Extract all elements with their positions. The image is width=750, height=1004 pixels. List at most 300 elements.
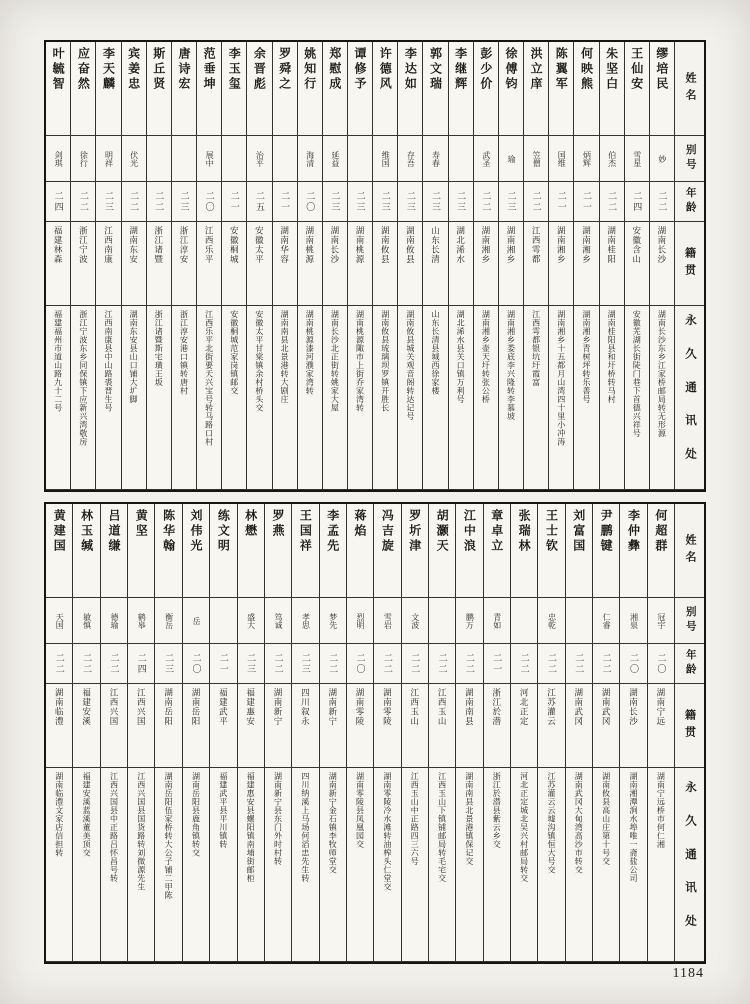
person-native-place: 湖南湘乡 xyxy=(499,222,523,306)
person-native-place: 浙江诸暨 xyxy=(147,222,171,306)
person-age: 二三 xyxy=(373,182,397,222)
person-native-place: 江西南康 xyxy=(96,222,120,306)
header-column xyxy=(674,42,704,490)
person-address: 浙江於潜县紫云乡交 xyxy=(484,768,510,962)
person-name: 姚知行 xyxy=(298,42,322,136)
person-alias: 文波 xyxy=(402,598,428,644)
person-native-place: 浙江淳安 xyxy=(172,222,196,306)
person-age: 二二 xyxy=(374,644,400,684)
person-age: 二一 xyxy=(222,182,246,222)
person-column xyxy=(291,504,318,962)
person-name: 叶毓智 xyxy=(46,42,70,136)
person-age: 二四 xyxy=(625,182,649,222)
person-name: 王士钦 xyxy=(538,504,564,598)
person-name: 洪立庠 xyxy=(524,42,548,136)
person-age: 二〇 xyxy=(183,644,209,684)
person-column xyxy=(422,42,447,490)
person-name: 何超群 xyxy=(648,504,674,598)
person-alias xyxy=(172,136,196,182)
person-name: 张瑞林 xyxy=(511,504,537,598)
page-content-frame xyxy=(44,40,706,964)
person-alias: 雪星 xyxy=(625,136,649,182)
person-name: 李玉玺 xyxy=(222,42,246,136)
person-age: 二〇 xyxy=(298,182,322,222)
person-age: 二一 xyxy=(549,182,573,222)
person-native-place: 浙江宁波 xyxy=(71,222,95,306)
person-column xyxy=(565,504,592,962)
person-column xyxy=(221,42,246,490)
person-address: 安徽太平甘棠镇余村桥头交 xyxy=(247,306,271,490)
person-native-place: 福建林森 xyxy=(46,222,70,306)
person-alias: 冠宇 xyxy=(648,598,674,644)
person-address: 浙江诸暨斯宅璜王坂 xyxy=(147,306,171,490)
person-native-place: 湖南攸县 xyxy=(373,222,397,306)
person-native-place: 山东长清 xyxy=(423,222,447,306)
person-alias: 雪岩 xyxy=(374,598,400,644)
person-address: 湖南湘乡娄底李兴隆转李慕坡 xyxy=(499,306,523,490)
person-column xyxy=(182,504,209,962)
person-address: 江西玉山下镇铺邮局转毛宅交 xyxy=(429,768,455,962)
person-alias: 笃诚 xyxy=(265,598,291,644)
person-name: 胡灏天 xyxy=(429,504,455,598)
person-name: 罗圻津 xyxy=(402,504,428,598)
person-age: 二三 xyxy=(96,182,120,222)
person-native-place: 湖南南县 xyxy=(456,684,482,768)
person-column xyxy=(599,42,624,490)
header-address: 永久通讯处 xyxy=(675,768,704,962)
person-address: 福建武平县平川镇转 xyxy=(210,768,236,962)
person-address: 湖南长沙东乡江家桥邮局转无形源 xyxy=(650,306,674,490)
person-alias: 鹤皋 xyxy=(128,598,154,644)
person-column xyxy=(70,42,95,490)
person-native-place: 湖南长沙 xyxy=(650,222,674,306)
person-address: 湖南东安县山口铺大圹脚 xyxy=(122,306,146,490)
person-alias: 瑜 xyxy=(499,136,523,182)
person-name: 范垂坤 xyxy=(197,42,221,136)
person-address: 江苏灌云云墟沟镇恒大号交 xyxy=(538,768,564,962)
person-column xyxy=(510,504,537,962)
person-column xyxy=(448,42,473,490)
person-address: 湖南湘乡十五都月山湾四十里小冲涛 xyxy=(549,306,573,490)
person-age: 二三 xyxy=(449,182,473,222)
person-alias: 伏光 xyxy=(122,136,146,182)
person-alias: 鹏万 xyxy=(456,598,482,644)
person-age: 二二 xyxy=(524,182,548,222)
person-alias: 忠乾 xyxy=(538,598,564,644)
person-alias: 德瑜 xyxy=(101,598,127,644)
person-name: 罗燕 xyxy=(265,504,291,598)
person-name: 郭文瑞 xyxy=(423,42,447,136)
person-column xyxy=(537,504,564,962)
person-name: 黄建国 xyxy=(46,504,72,598)
person-column xyxy=(373,504,400,962)
person-name: 章卓立 xyxy=(484,504,510,598)
page-number: 1184 xyxy=(672,966,704,981)
person-native-place: 福建武平 xyxy=(210,684,236,768)
person-column xyxy=(319,504,346,962)
person-column xyxy=(455,504,482,962)
person-column xyxy=(346,504,373,962)
person-age: 二三 xyxy=(238,644,264,684)
person-column xyxy=(127,504,154,962)
person-column xyxy=(196,42,221,490)
person-age: 二二 xyxy=(46,644,72,684)
header-alias: 别号 xyxy=(675,598,704,644)
person-column xyxy=(100,504,127,962)
person-column xyxy=(322,42,347,490)
person-native-place: 湖北浠水 xyxy=(449,222,473,306)
person-column xyxy=(647,504,674,962)
person-native-place: 江西乐平 xyxy=(197,222,221,306)
person-age: 二一 xyxy=(210,644,236,684)
person-native-place: 安徽含山 xyxy=(625,222,649,306)
header-name: 姓名 xyxy=(675,42,704,136)
person-column xyxy=(154,504,181,962)
person-native-place: 湖南桃源 xyxy=(348,222,372,306)
person-name: 李达如 xyxy=(398,42,422,136)
person-native-place: 福建惠安 xyxy=(238,684,264,768)
person-alias: 烈明 xyxy=(347,598,373,644)
person-alias xyxy=(210,598,236,644)
person-name: 斯丘贤 xyxy=(147,42,171,136)
person-name: 郑慰成 xyxy=(323,42,347,136)
person-column xyxy=(397,42,422,490)
person-column xyxy=(372,42,397,490)
person-address: 福建安溪蓝溪董美顶交 xyxy=(73,768,99,962)
person-alias xyxy=(429,598,455,644)
person-age: 二三 xyxy=(348,182,372,222)
person-native-place: 湖南零陵 xyxy=(374,684,400,768)
person-native-place: 湖南桂阳 xyxy=(600,222,624,306)
person-name: 刘富国 xyxy=(566,504,592,598)
person-alias xyxy=(511,598,537,644)
person-native-place: 江西兴国 xyxy=(101,684,127,768)
person-native-place: 江西玉山 xyxy=(402,684,428,768)
person-name: 林玉缄 xyxy=(73,504,99,598)
person-column xyxy=(649,42,674,490)
person-native-place: 湖南华容 xyxy=(273,222,297,306)
person-alias xyxy=(566,598,592,644)
person-native-place: 江西雩都 xyxy=(524,222,548,306)
header-name: 姓名 xyxy=(675,504,704,598)
directory-table-top xyxy=(44,40,706,492)
header-age: 年龄 xyxy=(675,182,704,222)
person-column xyxy=(297,42,322,490)
person-age: 二二 xyxy=(511,644,537,684)
person-alias xyxy=(273,136,297,182)
person-address: 湖南攸县琉璃坝罗镇开胜长 xyxy=(373,306,397,490)
person-alias: 国维 xyxy=(549,136,573,182)
person-address: 安徽桐城范家岗镇邮交 xyxy=(222,306,246,490)
person-name: 应奋然 xyxy=(71,42,95,136)
person-alias: 妙 xyxy=(650,136,674,182)
person-alias: 仁睿 xyxy=(593,598,619,644)
person-native-place: 湖南岳阳 xyxy=(183,684,209,768)
person-address: 湖南湘乡壶天圩转张公桥 xyxy=(474,306,498,490)
person-name: 冯吉旋 xyxy=(374,504,400,598)
person-age: 二二 xyxy=(429,644,455,684)
person-address: 湖北浠水县关口镇万利号 xyxy=(449,306,473,490)
person-column xyxy=(237,504,264,962)
person-native-place: 四川叙永 xyxy=(292,684,318,768)
person-address: 湖南新宁县东门外时村转 xyxy=(265,768,291,962)
person-address: 湖南零陵县凤凰园交 xyxy=(347,768,373,962)
person-age: 二〇 xyxy=(620,644,646,684)
person-name: 李天麟 xyxy=(96,42,120,136)
header-age: 年龄 xyxy=(675,644,704,684)
person-column xyxy=(146,42,171,490)
person-native-place: 福建安溪 xyxy=(73,684,99,768)
person-alias xyxy=(348,136,372,182)
person-address: 湖南桂阳县和圩桥转马村 xyxy=(600,306,624,490)
person-address: 湖南岳阳伍家桥转大公子铺二甲陈 xyxy=(155,768,181,962)
person-alias: 维国 xyxy=(373,136,397,182)
person-age: 二二 xyxy=(566,644,592,684)
person-native-place: 湖南武冈 xyxy=(566,684,592,768)
person-address: 河北正定城北吴兴村邮局转交 xyxy=(511,768,537,962)
person-column xyxy=(347,42,372,490)
person-native-place: 江苏灌云 xyxy=(538,684,564,768)
person-age: 二三 xyxy=(398,182,422,222)
person-column xyxy=(121,42,146,490)
person-column xyxy=(428,504,455,962)
person-age: 二二 xyxy=(71,182,95,222)
person-address: 湖南桃源漆河濮家湾转 xyxy=(298,306,322,490)
person-address: 湖南岳阳县鹿角镇转交 xyxy=(183,768,209,962)
person-age: 二二 xyxy=(593,644,619,684)
person-native-place: 安徽桐城 xyxy=(222,222,246,306)
person-alias: 炳辉 xyxy=(574,136,598,182)
person-age: 二二 xyxy=(147,182,171,222)
person-name: 李仲彝 xyxy=(620,504,646,598)
person-native-place: 湖南桃源 xyxy=(298,222,322,306)
person-native-place: 江西玉山 xyxy=(429,684,455,768)
person-column xyxy=(209,504,236,962)
person-column xyxy=(592,504,619,962)
person-name: 彭少价 xyxy=(474,42,498,136)
person-name: 缪培民 xyxy=(650,42,674,136)
person-native-place: 湖南东安 xyxy=(122,222,146,306)
person-column xyxy=(95,42,120,490)
person-address: 湖南临澧文家店信担转 xyxy=(46,768,72,962)
person-native-place: 湖南湘乡 xyxy=(574,222,598,306)
person-age: 二三 xyxy=(323,182,347,222)
person-name: 唐诗宏 xyxy=(172,42,196,136)
person-age: 二二 xyxy=(320,644,346,684)
person-native-place: 湖南岳阳 xyxy=(155,684,181,768)
person-name: 许德风 xyxy=(373,42,397,136)
person-native-place: 湖南湘乡 xyxy=(549,222,573,306)
person-native-place: 湖南新宁 xyxy=(320,684,346,768)
person-age: 二二 xyxy=(402,644,428,684)
header-address: 永久通讯处 xyxy=(675,306,704,490)
person-address: 江西兴国县中正路吕怀昌号转 xyxy=(101,768,127,962)
person-alias: 武圣 xyxy=(474,136,498,182)
person-alias: 衡岳 xyxy=(155,598,181,644)
person-age: 二三 xyxy=(423,182,447,222)
person-age: 二一 xyxy=(273,182,297,222)
header-alias: 别号 xyxy=(675,136,704,182)
person-native-place: 湖南湘乡 xyxy=(474,222,498,306)
person-column xyxy=(46,42,70,490)
person-column xyxy=(272,42,297,490)
person-alias: 伯杰 xyxy=(600,136,624,182)
person-age: 二五 xyxy=(247,182,271,222)
person-alias: 海清 xyxy=(298,136,322,182)
person-alias: 延益 xyxy=(323,136,347,182)
person-alias: 青如 xyxy=(484,598,510,644)
person-native-place: 湖南新宁 xyxy=(265,684,291,768)
person-native-place: 湖南攸县 xyxy=(398,222,422,306)
person-age: 二三 xyxy=(172,182,196,222)
person-column xyxy=(171,42,196,490)
header-native: 籍贯 xyxy=(675,684,704,768)
person-address: 湖南零陵冷水滩转油榨头仁堂交 xyxy=(374,768,400,962)
person-name: 李继辉 xyxy=(449,42,473,136)
person-column xyxy=(619,504,646,962)
person-native-place: 湖南长沙 xyxy=(620,684,646,768)
header-native: 籍贯 xyxy=(675,222,704,306)
person-age: 二二 xyxy=(101,644,127,684)
person-column xyxy=(264,504,291,962)
person-column xyxy=(548,42,573,490)
person-alias: 治平 xyxy=(247,136,271,182)
person-address: 福建惠安县螺阳镇南埔街邮柜 xyxy=(238,768,264,962)
person-name: 罗舜之 xyxy=(273,42,297,136)
person-alias: 梦先 xyxy=(320,598,346,644)
person-age: 二三 xyxy=(292,644,318,684)
person-name: 黄坚 xyxy=(128,504,154,598)
person-alias: 寿春 xyxy=(423,136,447,182)
person-alias xyxy=(449,136,473,182)
person-alias: 展中 xyxy=(197,136,221,182)
person-age: 二二 xyxy=(456,644,482,684)
person-age: 二〇 xyxy=(648,644,674,684)
person-age: 二二 xyxy=(538,644,564,684)
person-column xyxy=(72,504,99,962)
person-name: 何映熊 xyxy=(574,42,598,136)
person-name: 陈华翰 xyxy=(155,504,181,598)
person-alias: 存吾 xyxy=(398,136,422,182)
person-address: 湖南湘乡青树坪转乐善号 xyxy=(574,306,598,490)
person-native-place: 湖南武冈 xyxy=(593,684,619,768)
person-address: 江西雩都银坑圩霞富 xyxy=(524,306,548,490)
person-name: 王仙安 xyxy=(625,42,649,136)
person-column xyxy=(523,42,548,490)
person-native-place: 湖南长沙 xyxy=(323,222,347,306)
person-native-place: 湖南零陵 xyxy=(347,684,373,768)
person-alias: 徐行 xyxy=(71,136,95,182)
person-column xyxy=(573,42,598,490)
person-alias: 敏慎 xyxy=(73,598,99,644)
person-address: 安徽芜湖长街陡门巷下首德兴祥号 xyxy=(625,306,649,490)
person-name: 吕道缣 xyxy=(101,504,127,598)
person-column xyxy=(401,504,428,962)
person-age: 二二 xyxy=(600,182,624,222)
person-age: 二二 xyxy=(474,182,498,222)
person-address: 湖南宁远桥市何仁湘 xyxy=(648,768,674,962)
person-address: 山东长清县城西徐家楼 xyxy=(423,306,447,490)
person-age: 二三 xyxy=(499,182,523,222)
person-address: 浙江宁波东乡同保镇下应新兴湾敬房 xyxy=(71,306,95,490)
person-name: 李孟先 xyxy=(320,504,346,598)
person-name: 余晋彪 xyxy=(247,42,271,136)
person-name: 宾姜忠 xyxy=(122,42,146,136)
person-name: 朱坚白 xyxy=(600,42,624,136)
person-alias: 岳 xyxy=(183,598,209,644)
person-address: 湖南攸县城关观音阁转达记号 xyxy=(398,306,422,490)
person-address: 福建福州市道山路九十二号 xyxy=(46,306,70,490)
person-name: 王国祥 xyxy=(292,504,318,598)
person-alias: 湘泉 xyxy=(620,598,646,644)
person-name: 蒋焰 xyxy=(347,504,373,598)
person-address: 湖南南县北景港镇保记交 xyxy=(456,768,482,962)
person-age: 二一 xyxy=(574,182,598,222)
person-age: 二二 xyxy=(73,644,99,684)
person-native-place: 湖南宁远 xyxy=(648,684,674,768)
person-name: 刘伟光 xyxy=(183,504,209,598)
person-name: 谭修予 xyxy=(348,42,372,136)
person-native-place: 河北正定 xyxy=(511,684,537,768)
directory-table-bottom xyxy=(44,502,706,964)
person-alias: 天国 xyxy=(46,598,72,644)
person-address: 湖南新宁金石镇李牧师堂交 xyxy=(320,768,346,962)
person-alias xyxy=(147,136,171,182)
person-name: 江中浪 xyxy=(456,504,482,598)
person-native-place: 湖南临澧 xyxy=(46,684,72,768)
person-column xyxy=(624,42,649,490)
person-column xyxy=(46,504,72,962)
person-age: 二二 xyxy=(650,182,674,222)
person-alias: 盛大 xyxy=(238,598,264,644)
person-alias: 剑琪 xyxy=(46,136,70,182)
person-age: 二〇 xyxy=(197,182,221,222)
person-alias: 孝思 xyxy=(292,598,318,644)
person-alias: 明祥 xyxy=(96,136,120,182)
person-name: 尹鹏键 xyxy=(593,504,619,598)
person-column xyxy=(483,504,510,962)
person-name: 徐傅钧 xyxy=(499,42,523,136)
person-age: 二二 xyxy=(122,182,146,222)
person-column xyxy=(498,42,523,490)
person-address: 湖南湘潭涧水埠唯一斋盐公司 xyxy=(620,768,646,962)
person-age: 二三 xyxy=(155,644,181,684)
person-name: 陈翼军 xyxy=(549,42,573,136)
person-address: 四川纳溪上马场何滔忠先生转 xyxy=(292,768,318,962)
person-column xyxy=(473,42,498,490)
person-address: 浙江淳安港口镇转唐村 xyxy=(172,306,196,490)
person-native-place: 安徽太平 xyxy=(247,222,271,306)
person-address: 湖南南县北景港转大剧庄 xyxy=(273,306,297,490)
person-column xyxy=(246,42,271,490)
person-address: 湖南长沙北正街转姚家大屋 xyxy=(323,306,347,490)
person-age: 二一 xyxy=(484,644,510,684)
header-column xyxy=(674,504,704,962)
person-alias: 笠僧 xyxy=(524,136,548,182)
person-name: 林懋 xyxy=(238,504,264,598)
person-address: 湖南武冈大甸湾高沙市转交 xyxy=(566,768,592,962)
person-address: 江西南康县中山路裘晋生号 xyxy=(96,306,120,490)
person-age: 二四 xyxy=(128,644,154,684)
person-name: 练文明 xyxy=(210,504,236,598)
person-address: 湖南攸县高山庄第十号交 xyxy=(593,768,619,962)
person-address: 湖南桃源陬市上街乔家湾转 xyxy=(348,306,372,490)
person-native-place: 浙江於潜 xyxy=(484,684,510,768)
person-address: 江西兴国县国货路转刘微源先生 xyxy=(128,768,154,962)
person-age: 二二 xyxy=(265,644,291,684)
person-alias xyxy=(222,136,246,182)
person-address: 江西乐平北街要天兴宝号转马路口村 xyxy=(197,306,221,490)
